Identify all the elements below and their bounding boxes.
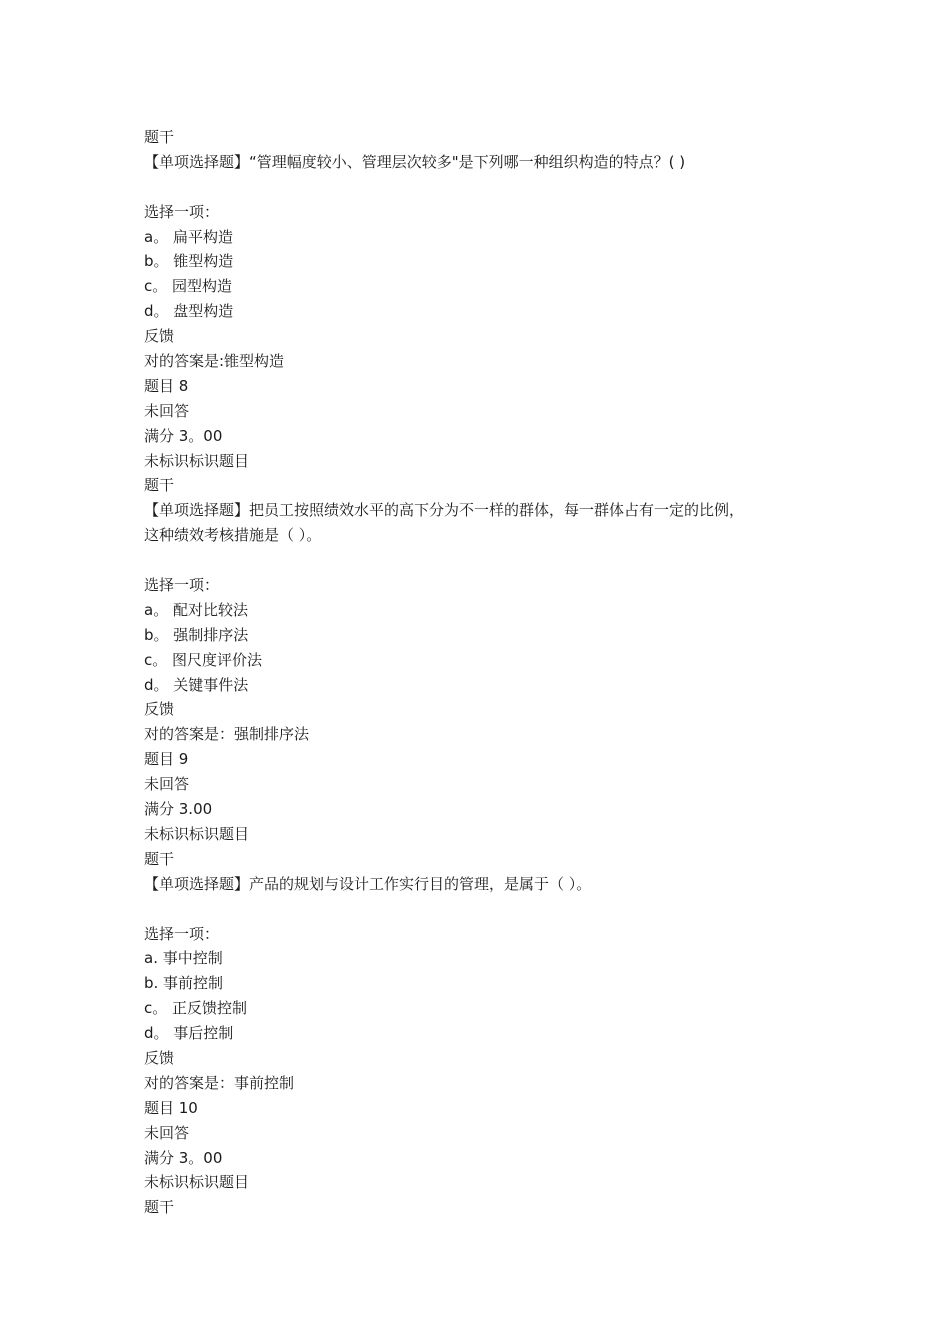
question-stem-line-2: 这种绩效考核措施是（ ）。: [144, 526, 322, 545]
flag-question: 未标识标识题目: [144, 824, 250, 843]
question-number: 题目 10: [144, 1098, 198, 1117]
question-number: 题目 8: [144, 376, 189, 395]
feedback-label: 反馈: [144, 1048, 175, 1067]
option-d: d。 事后控制: [144, 1024, 234, 1043]
correct-answer: 对的答案是:锥型构造: [144, 352, 285, 371]
question-score: 满分 3。00: [144, 426, 223, 445]
option-d: d。 盘型构造: [144, 302, 234, 321]
option-d: d。 关键事件法: [144, 675, 249, 694]
feedback-label: 反馈: [144, 327, 175, 346]
answer-status: 未回答: [144, 775, 190, 794]
option-a: a。 扁平构造: [144, 227, 233, 246]
flag-question: 未标识标识题目: [144, 451, 250, 470]
question-score: 满分 3。00: [144, 1148, 223, 1167]
feedback-label: 反馈: [144, 700, 175, 719]
correct-answer: 对的答案是：强制排序法: [144, 725, 310, 744]
option-a: a。 配对比较法: [144, 600, 248, 619]
choose-label: 选择一项：: [144, 576, 220, 595]
flag-question: 未标识标识题目: [144, 1173, 250, 1192]
choose-label: 选择一项：: [144, 202, 220, 221]
question-stem: 【单项选择题】“管理幅度较小、管理层次较多"是下列哪一种组织构造的特点？( ): [144, 152, 686, 171]
stem-header: 题干: [144, 476, 175, 495]
stem-header: 题干: [144, 1198, 175, 1217]
question-score: 满分 3.00: [144, 800, 213, 819]
question-stem-line-1: 【单项选择题】把员工按照绩效水平的高下分为不一样的群体，每一群体占有一定的比例，: [144, 501, 745, 520]
question-number: 题目 9: [144, 750, 189, 769]
document-page: [144, 125, 824, 1220]
blank-line: [144, 897, 824, 922]
choose-label: 选择一项：: [144, 924, 220, 943]
question-stem: 【单项选择题】产品的规划与设计工作实行目的管理，是属于（ ）。: [144, 874, 592, 893]
option-c: c。 园型构造: [144, 277, 233, 296]
correct-answer: 对的答案是：事前控制: [144, 1073, 295, 1092]
stem-header: 题干: [144, 849, 175, 868]
option-c: c。 正反馈控制: [144, 999, 248, 1018]
option-b: b。 强制排序法: [144, 625, 249, 644]
option-b: b。 锥型构造: [144, 252, 234, 271]
option-b: b. 事前控制: [144, 974, 224, 993]
option-a: a. 事中控制: [144, 949, 223, 968]
option-c: c。 图尺度评价法: [144, 650, 263, 669]
answer-status: 未回答: [144, 401, 190, 420]
blank-line: [144, 175, 824, 200]
blank-line: [144, 548, 824, 573]
answer-status: 未回答: [144, 1123, 190, 1142]
stem-header: 题干: [144, 128, 175, 146]
